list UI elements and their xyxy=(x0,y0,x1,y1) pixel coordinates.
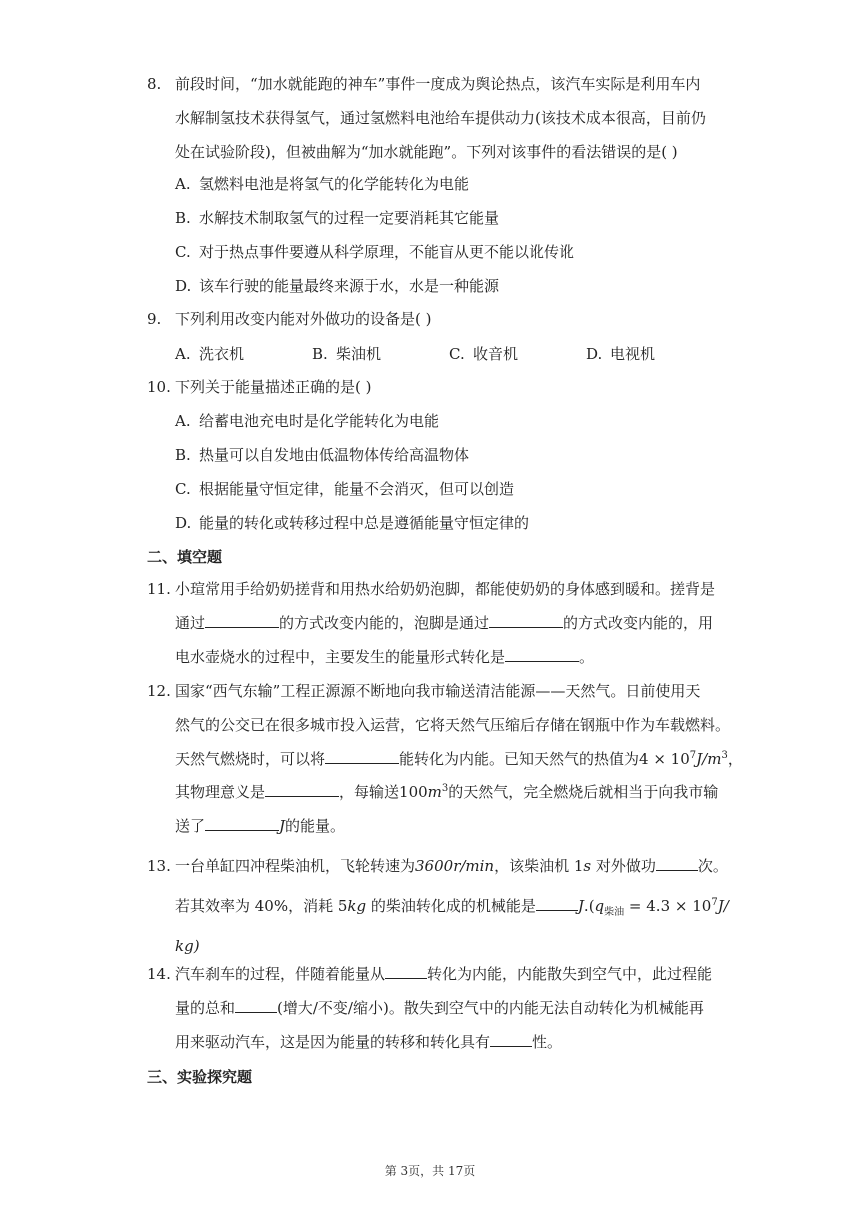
option-letter: D. xyxy=(175,277,192,295)
option-letter: C. xyxy=(449,345,465,363)
question-text-line: 水解制氢技术获得氢气，通过氢燃料电池给车提供动力(该技术成本很高，目前仍 xyxy=(175,108,706,127)
question-text-line: 下列关于能量描述正确的是( ) xyxy=(175,378,372,396)
option-letter: A. xyxy=(175,345,191,363)
option-letter: C. xyxy=(175,480,191,498)
text-fragment: 用来驱动汽车，这是因为能量的转移和转化具有 xyxy=(175,1032,491,1051)
option-b xyxy=(312,344,449,364)
option-letter: C. xyxy=(175,243,191,261)
option-letter: A. xyxy=(175,412,191,430)
text-fragment: 的方式改变内能的，用 xyxy=(563,613,714,632)
option-letter: B. xyxy=(175,209,191,227)
text-fragment: 汽车刹车的过程，伴随着能量从 xyxy=(175,965,386,983)
question-number: 10. xyxy=(147,378,171,396)
question-text-line xyxy=(147,607,717,641)
unit: J xyxy=(279,817,286,836)
option-text: 收音机 xyxy=(473,345,519,363)
option-row xyxy=(175,344,735,364)
text-fragment: ， xyxy=(727,749,743,768)
question-text-line xyxy=(147,776,717,810)
number: 100 xyxy=(399,783,428,802)
exponent: 3 xyxy=(721,749,728,761)
question-text-line xyxy=(147,810,717,844)
question-text-line xyxy=(147,1026,717,1060)
question-13 xyxy=(147,846,729,966)
answer-blank[interactable] xyxy=(656,856,698,871)
unit: J/ xyxy=(717,897,729,915)
exponent: 7 xyxy=(711,897,718,908)
unit: J xyxy=(577,897,584,915)
text-fragment: 若其效率为 40%，消耗 5 xyxy=(175,897,348,915)
answer-blank[interactable] xyxy=(235,998,277,1013)
option-d xyxy=(586,344,723,364)
answer-blank[interactable] xyxy=(489,613,563,628)
question-14 xyxy=(147,958,717,1059)
question-text-line xyxy=(147,886,729,926)
text-fragment: 的天然气，完全燃烧后就相当于向我市输 xyxy=(448,783,719,802)
option-letter: B. xyxy=(312,345,328,363)
question-12 xyxy=(147,675,743,844)
question-text-line xyxy=(147,846,728,886)
option-a xyxy=(175,174,469,194)
section-heading: 三、实验探究题 xyxy=(147,1068,253,1086)
option-letter: B. xyxy=(175,446,191,464)
option-b xyxy=(175,445,469,465)
option-c xyxy=(175,242,574,262)
question-number: 12. xyxy=(147,682,171,700)
question-9 xyxy=(147,303,717,337)
text-fragment: 转化为内能，内能散失到空气中，此过程能 xyxy=(427,965,713,983)
text-fragment: 的方式改变内能的，泡脚是通过 xyxy=(279,613,490,632)
text-fragment: 电水壶烧水的过程中，主要发生的能量形式转化是 xyxy=(175,647,506,666)
text-fragment: 通过 xyxy=(175,613,206,632)
answer-blank[interactable] xyxy=(536,896,578,911)
text-fragment: .( xyxy=(583,897,595,915)
question-text-line xyxy=(147,743,743,777)
question-text-line: 处在试验阶段)，但被曲解为“加水就能跑”。下列对该事件的看法错误的是( ) xyxy=(175,142,678,161)
subscript: 柴油 xyxy=(604,907,625,918)
formula: = 4.3 × 10 xyxy=(624,897,712,915)
answer-blank[interactable] xyxy=(265,782,339,797)
option-text: 给蓄电池充电时是化学能转化为电能 xyxy=(199,412,440,430)
question-number: 11. xyxy=(147,580,171,598)
option-text: 对于热点事件要遵从科学原理，不能盲从更不能以讹传讹 xyxy=(199,243,575,261)
option-text: 柴油机 xyxy=(336,345,382,363)
question-text-line: 前段时间，“加水就能跑的神车”事件一度成为舆论热点，该汽车实际是利用车内 xyxy=(175,75,701,93)
formula: 4 × 10 xyxy=(639,749,690,768)
unit: J/m xyxy=(696,749,722,768)
question-text-line: 然气的公交已在很多城市投入运营，它将天然气压缩后存储在钢瓶中作为车载燃料。 xyxy=(175,715,731,734)
option-text: 该车行驶的能量最终来源于水，水是一种能源 xyxy=(199,277,500,295)
answer-blank[interactable] xyxy=(490,1032,532,1047)
text-fragment: 次。 xyxy=(697,857,728,875)
option-b xyxy=(175,208,499,228)
question-text-line xyxy=(147,641,717,675)
option-d xyxy=(175,513,529,533)
option-letter: D. xyxy=(586,345,603,363)
unit: kg) xyxy=(175,937,200,955)
text-fragment: ，该柴油机 1 xyxy=(494,857,584,875)
text-fragment: 天然气燃烧时，可以将 xyxy=(175,749,326,768)
question-number: 13. xyxy=(147,857,171,875)
text-fragment: 的柴油转化成的机械能是 xyxy=(366,897,536,915)
option-text: 电视机 xyxy=(610,345,656,363)
option-text: 氢燃料电池是将氢气的化学能转化为电能 xyxy=(199,175,470,193)
text-fragment: 对外做功 xyxy=(591,857,656,875)
option-text: 能量的转化或转移过程中总是遵循能量守恒定律的 xyxy=(199,514,530,532)
question-text-line: 国家“西气东输”工程正源源不断地向我市输送清洁能源——天然气。日前使用天 xyxy=(175,682,701,700)
page-footer: 第 3页，共 17页 xyxy=(384,1164,476,1178)
text-fragment: 。 xyxy=(579,647,595,666)
question-text-line xyxy=(147,992,717,1026)
exponent: 3 xyxy=(441,783,449,795)
formula: 3600r/min xyxy=(415,857,495,875)
text-fragment: 量的总和 xyxy=(175,998,236,1017)
option-c xyxy=(175,479,514,499)
option-text: 热量可以自发地由低温物体传给高温物体 xyxy=(199,446,470,464)
question-text-line: 小瑄常用手给奶奶搓背和用热水给奶奶泡脚，都能使奶奶的身体感到暖和。搓背是 xyxy=(175,580,716,598)
section-heading: 二、填空题 xyxy=(147,548,223,566)
option-text: 洗衣机 xyxy=(199,345,245,363)
question-number: 8. xyxy=(147,75,162,93)
question-text-line xyxy=(147,958,717,992)
text-fragment: 其物理意义是 xyxy=(175,783,266,802)
option-letter: A. xyxy=(175,175,191,193)
text-fragment: 的能量。 xyxy=(285,817,346,836)
unit: s xyxy=(583,857,592,875)
text-fragment: 性。 xyxy=(532,1032,563,1051)
text-fragment: (增大/不变/缩小)。散失到空气中的内能无法自动转化为机械能再 xyxy=(277,998,704,1017)
option-text: 水解技术制取氢气的过程一定要消耗其它能量 xyxy=(199,209,500,227)
option-a xyxy=(175,411,439,431)
option-d xyxy=(175,276,499,296)
option-a xyxy=(175,344,312,364)
question-number: 9. xyxy=(147,310,162,328)
question-8 xyxy=(147,68,717,169)
option-c xyxy=(449,344,586,364)
unit: m xyxy=(427,783,442,802)
answer-blank[interactable] xyxy=(205,816,279,831)
answer-blank[interactable] xyxy=(325,749,399,764)
exponent: 7 xyxy=(689,749,697,761)
question-number: 14. xyxy=(147,965,171,983)
question-10 xyxy=(147,371,717,405)
question-11 xyxy=(147,573,717,674)
answer-blank[interactable] xyxy=(205,613,279,628)
answer-blank[interactable] xyxy=(505,647,579,662)
text-fragment: ，每输送 xyxy=(339,783,400,802)
question-text-line: 下列利用改变内能对外做功的设备是( ) xyxy=(175,310,432,328)
formula: q xyxy=(594,897,605,915)
option-text: 根据能量守恒定律，能量不会消灭，但可以创造 xyxy=(199,480,515,498)
text-fragment: 一台单缸四冲程柴油机，飞轮转速为 xyxy=(175,857,416,875)
text-fragment: 送了 xyxy=(175,817,206,836)
unit: kg xyxy=(347,897,367,915)
text-fragment: 能转化为内能。已知天然气的热值为 xyxy=(399,749,640,768)
option-letter: D. xyxy=(175,514,192,532)
answer-blank[interactable] xyxy=(385,964,427,979)
